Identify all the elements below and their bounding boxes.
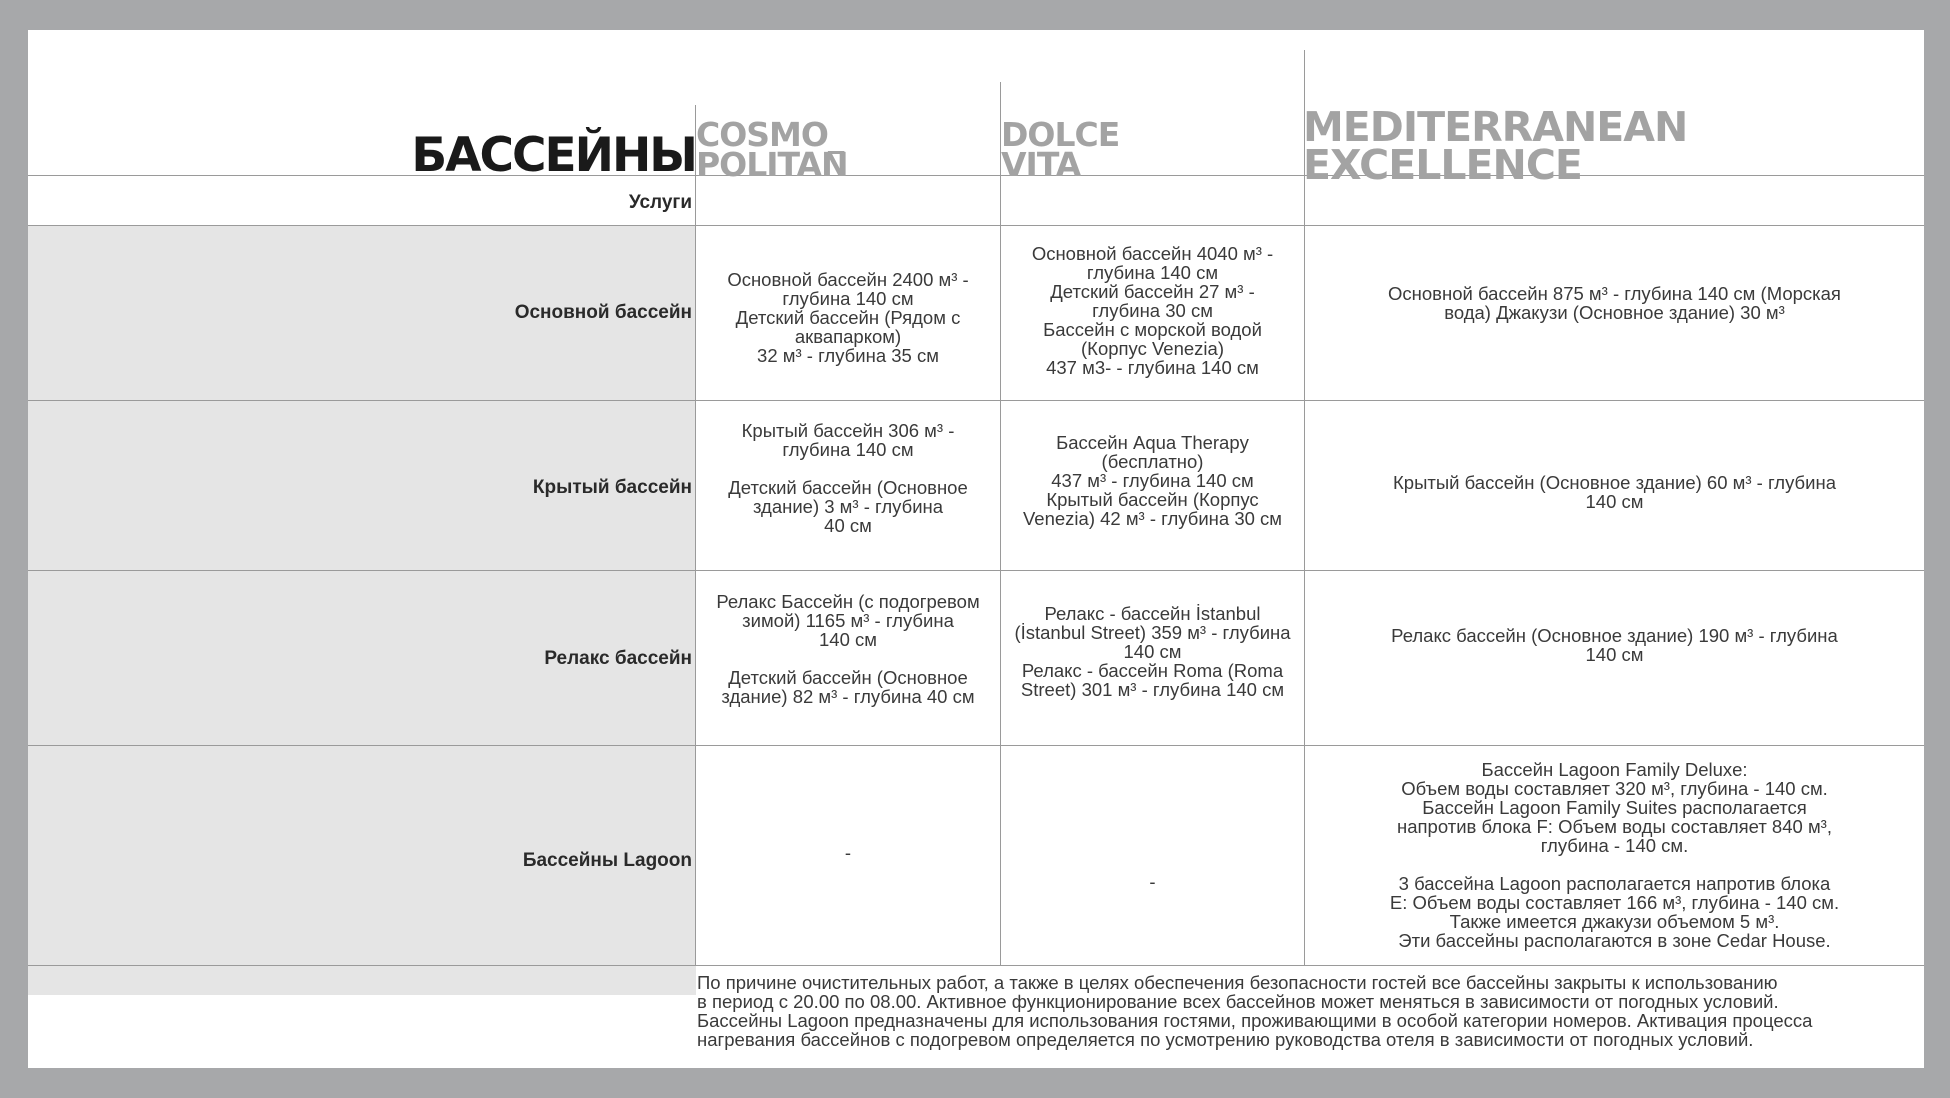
cell-indoor-pool-dolce-vita: Бассейн Aqua Therapy (бесплатно) 437 м³ - глубина 140 см Крытый бассейн (Корпус Venezia) 42 м³ - глубина 30 см: [1022, 432, 1283, 529]
footer-note: По причине очистительных работ, а также в целях обеспечения безопасности гостей все бассейны закрыты к использованию в период с 20.00 по 08.00. Активное функционирование всех бассейнов может меняться в зависимости от погодных условий. Бассейны Lagoon предназначены для использования гостями, проживающими в особой категории номеров. Активация процесса нагревания бассейнов с подогревом определяется по усмотрению руководства отеля в зависимости от погодных условий.: [697, 972, 1813, 1050]
divider-row-2: [28, 570, 1924, 571]
divider-row-3: [28, 745, 1924, 746]
hotel-header-line-2: POLITAN: [696, 145, 848, 185]
row-label-indoor-pool: Крытый бассейн: [532, 477, 692, 498]
label-column-shade: [28, 225, 696, 995]
row-label-main-pool: Основной бассейн: [514, 302, 692, 323]
cell-lagoon-dolce-vita: -: [1149, 871, 1156, 892]
cell-lagoon-cosmopolitan: -: [844, 842, 852, 863]
cell-indoor-pool-cosmopolitan: Крытый бассейн 306 м³ - глубина 140 см Детский бассейн (Основное здание) 3 м³ - глубина 40 см: [728, 420, 968, 536]
cell-indoor-pool-mediterranean: Крытый бассейн (Основное здание) 60 м³ - глубина 140 см: [1393, 472, 1836, 512]
divider-row-4: [28, 965, 1924, 966]
cell-main-pool-dolce-vita: Основной бассейн 4040 м³ - глубина 140 см Детский бассейн 27 м³ - глубина 30 см Бассейн с морской водой (Корпус Venezia) 437 м3- - глубина 140 см: [1031, 243, 1274, 378]
hotel-header-mediterranean-excellence: [1303, 103, 1688, 189]
hotel-header-line-2: EXCELLENCE: [1303, 140, 1582, 189]
services-label: Услуги: [628, 192, 692, 213]
pools-table-sheet: [28, 30, 1924, 1068]
cell-relax-pool-cosmopolitan: Релакс Бассейн (с подогревом зимой) 1165 м³ - глубина 140 см Детский бассейн (Основное здание) 82 м³ - глубина 40 см: [716, 591, 980, 707]
hotel-header-line-1: COSMO_: [696, 115, 844, 154]
row-label-lagoon-pools: Бассейны Lagoon: [522, 850, 692, 871]
row-label-relax-pool: Релакс бассейн: [544, 648, 692, 669]
hotel-header-cosmopolitan: [696, 115, 848, 185]
hotel-header-line-2: VITA: [1001, 145, 1081, 185]
divider-row-1: [28, 400, 1924, 401]
divider-services: [28, 225, 1924, 226]
cell-main-pool-mediterranean: Основной бассейн 875 м³ - глубина 140 см (Морская вода) Джакузи (Основное здание) 30 м³: [1388, 283, 1841, 323]
cell-lagoon-mediterranean: Бассейн Lagoon Family Deluxe: Объем воды составляет 320 м³, глубина - 140 см. Бассейн Lagoon Family Suites располагается напротив блока F: Объем воды составляет 840 м³, глубина - 140 см. 3 бассейна Lagoon располагается напротив блока E: Объем воды составляет 166 м³, глубина - 140 см. Также имеется джакузи объемом 5 м³. Эти бассейны располагаются в зоне Cedar House.: [1389, 759, 1840, 951]
hotel-header-line-1: MEDITERRANEAN: [1303, 103, 1688, 151]
hotel-header-line-1: DOLCE: [1001, 115, 1120, 154]
column-divider-1: [695, 105, 696, 965]
cell-relax-pool-dolce-vita: Релакс - бассейн İstanbul (İstanbul Street) 359 м³ - глубина 140 см Релакс - бассейн Roma (Roma Street) 301 м³ - глубина 140 см: [1014, 603, 1291, 700]
cell-relax-pool-mediterranean: Релакс бассейн (Основное здание) 190 м³ - глубина 140 см: [1391, 625, 1838, 665]
page-title: БАССЕЙНЫ: [411, 128, 696, 183]
cell-main-pool-cosmopolitan: Основной бассейн 2400 м³ - глубина 140 см Детский бассейн (Рядом с аквапарком) 32 м³ - глубина 35 см: [727, 269, 969, 366]
hotel-header-dolce-vita: [1001, 115, 1120, 185]
